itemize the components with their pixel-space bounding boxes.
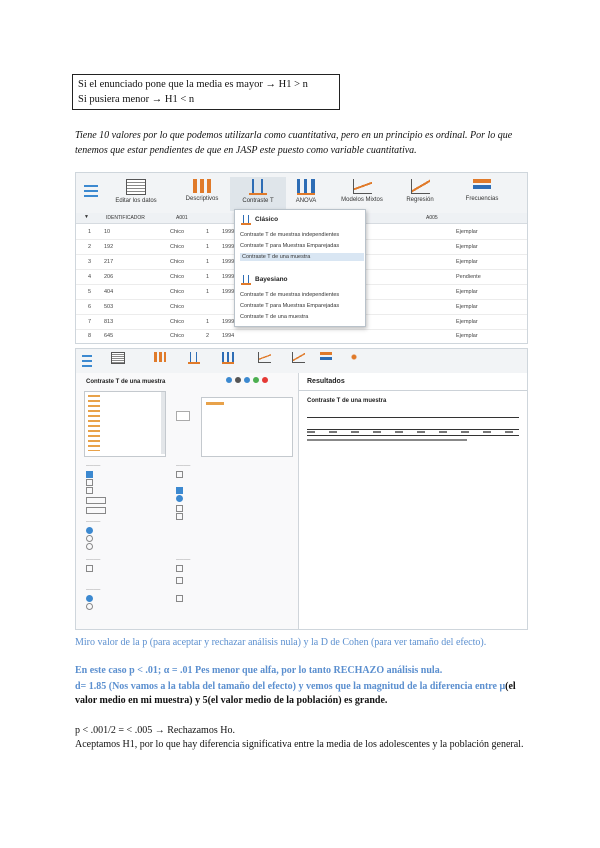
target-variable-icon bbox=[206, 402, 224, 405]
mixed-models-icon bbox=[353, 179, 372, 194]
option-additional-statistics: ———— bbox=[176, 463, 191, 467]
copy-icon[interactable] bbox=[235, 377, 241, 383]
column-a001[interactable]: A001 bbox=[176, 215, 188, 221]
toolbar-mixed-models[interactable]: Modelos Mixtos bbox=[334, 177, 390, 211]
option-greater[interactable] bbox=[86, 535, 95, 542]
regression-icon bbox=[411, 179, 430, 194]
option-qq-plot[interactable] bbox=[176, 577, 185, 584]
hypothesis-line-2: Si pusiera menor → H1 < n bbox=[78, 94, 195, 105]
t-test-icon bbox=[188, 352, 200, 364]
toolbar-factor[interactable] bbox=[340, 351, 368, 363]
menu-item-independent-samples[interactable]: Contraste T de muestras independientes bbox=[240, 232, 340, 238]
mixed-models-icon bbox=[258, 352, 271, 363]
results-table-top-rule bbox=[307, 417, 519, 418]
bar-chart-icon bbox=[193, 179, 211, 193]
target-variables-box[interactable] bbox=[201, 397, 293, 457]
column-a005[interactable]: A005 bbox=[426, 215, 438, 221]
results-table-bottom-rule bbox=[307, 435, 519, 436]
table-row[interactable]: 1 10 Chico 1 1999 Ejemplar bbox=[76, 225, 527, 240]
table-row[interactable]: 5 404 Chico 1 1999 Ejemplar bbox=[76, 285, 527, 300]
option-missing-values: ———— bbox=[86, 587, 101, 591]
option-test-value[interactable] bbox=[86, 497, 108, 504]
option-vovk-sellke[interactable] bbox=[176, 513, 185, 520]
jasp-screenshot-analysis-view bbox=[75, 348, 528, 630]
toolbar-frequencies[interactable] bbox=[312, 351, 340, 363]
option-alt-hypothesis: ———— bbox=[86, 519, 101, 523]
anova-icon bbox=[222, 352, 234, 364]
option-test: ———— bbox=[86, 463, 101, 467]
option-descriptives[interactable] bbox=[176, 505, 185, 512]
option-std-dev[interactable] bbox=[86, 507, 108, 514]
table-icon bbox=[126, 179, 146, 195]
reject-null-note: En este caso p < .01; α = .01 Pes menor que alfa, por lo tanto RECHAZO análisis nula. bbox=[75, 665, 443, 676]
option-effect-size[interactable] bbox=[176, 487, 185, 494]
column-identificador[interactable]: IDENTIFICADOR bbox=[106, 215, 145, 221]
classic-header: Clásico bbox=[255, 216, 279, 223]
filter-icon[interactable]: ▼ bbox=[84, 214, 89, 220]
classic-icon bbox=[241, 215, 251, 225]
toolbar-regression[interactable]: Regresión bbox=[392, 177, 448, 211]
menu-item-bayes-independent[interactable]: Contraste T de muestras independientes bbox=[240, 292, 340, 298]
table-row[interactable]: 3 217 Chico 1 1999 Ejemplar bbox=[76, 255, 527, 270]
results-table-row bbox=[307, 431, 519, 433]
frequencies-icon bbox=[320, 352, 332, 362]
analysis-panel-title: Contraste T de una muestra bbox=[86, 379, 166, 385]
t-test-icon bbox=[249, 179, 267, 195]
move-variable-arrow-button[interactable] bbox=[176, 411, 190, 421]
results-panel bbox=[299, 373, 527, 629]
results-table-header-rule bbox=[307, 429, 519, 430]
jasp-toolbar-compact bbox=[76, 349, 527, 374]
toolbar-descriptives[interactable] bbox=[146, 351, 174, 363]
frequencies-icon bbox=[473, 179, 491, 193]
menu-item-one-sample[interactable]: Contraste T de una muestra bbox=[240, 253, 364, 261]
option-confidence-interval[interactable] bbox=[176, 495, 185, 502]
table-row[interactable]: 7 813 Chico 1 1999 Ejemplar bbox=[76, 315, 527, 330]
results-title: Resultados bbox=[307, 378, 345, 385]
analysis-options-panel bbox=[76, 373, 299, 629]
hamburger-menu-icon[interactable] bbox=[84, 185, 98, 197]
effect-size-note-part1: d= 1.85 (Nos vamos a la tabla del tamaño del efecto) y vemos que la magnitud de la diferencia entre μ bbox=[75, 681, 506, 692]
table-row[interactable]: 2 192 Chico 1 1999 Ejemplar bbox=[76, 240, 527, 255]
duplicate-icon[interactable] bbox=[244, 377, 250, 383]
option-not-equal[interactable] bbox=[86, 527, 95, 534]
toolbar-frequencies[interactable]: Frecuencias bbox=[454, 177, 510, 211]
menu-item-paired-samples[interactable]: Contraste T para Muestras Emparejadas bbox=[240, 243, 340, 249]
toolbar-mixed-models[interactable] bbox=[250, 351, 278, 364]
option-exclude-analysis[interactable] bbox=[86, 595, 95, 602]
toolbar-anova[interactable]: ANOVA bbox=[278, 177, 334, 211]
table-icon bbox=[111, 352, 125, 364]
jasp-screenshot-data-view bbox=[75, 172, 528, 344]
info-icon[interactable] bbox=[226, 377, 232, 383]
option-raincloud[interactable] bbox=[176, 595, 185, 602]
table-row[interactable]: 4 206 Chico 1 1999 Pendiente bbox=[76, 270, 527, 285]
option-wilcoxon[interactable] bbox=[86, 479, 95, 486]
toolbar-edit-data[interactable]: Editar los datos bbox=[108, 177, 164, 211]
toolbar-edit-data[interactable] bbox=[104, 351, 132, 365]
option-less[interactable] bbox=[86, 543, 95, 550]
table-row[interactable]: 8 645 Chico 2 1994 Ejemplar bbox=[76, 329, 527, 344]
results-divider bbox=[299, 390, 527, 391]
menu-item-bayes-paired[interactable]: Contraste T para Muestras Emparejadas bbox=[240, 303, 340, 309]
effect-size-note bbox=[75, 680, 527, 708]
toolbar-anova[interactable] bbox=[214, 351, 242, 365]
conclusion-line-2: Aceptamos H1, por lo que hay diferencia significativa entre la media de los adolescentes y la población general. bbox=[75, 739, 524, 750]
option-location-estimate[interactable] bbox=[176, 471, 185, 478]
toolbar-t-test[interactable]: Contraste T bbox=[230, 177, 286, 211]
variable-items-icons bbox=[88, 395, 100, 451]
italic-paragraph: Tiene 10 valores por lo que podemos utilizarla como cuantitativa, pero en un principio es ordinal. Por lo que tenemos que estar pendientes de que en JASP este puesto como variable cuantitativa. bbox=[75, 130, 513, 156]
bayesian-icon bbox=[241, 275, 251, 285]
option-plots: ———— bbox=[86, 557, 101, 561]
option-student[interactable] bbox=[86, 471, 95, 478]
toolbar-t-test[interactable] bbox=[180, 351, 208, 365]
results-subtitle: Contraste T de una muestra bbox=[307, 398, 387, 404]
effect-size-note-part2: (el valor medio en mi muestra) y 5(el valor medio de la población) es grande. bbox=[75, 681, 516, 706]
close-icon[interactable] bbox=[262, 377, 268, 383]
hamburger-menu-icon[interactable] bbox=[82, 355, 92, 367]
option-assumption-checks: ———— bbox=[176, 557, 191, 561]
p-value-note: Miro valor de la p (para aceptar y rechazar análisis nula) y la D de Cohen (para ver tamaño del efecto). bbox=[75, 637, 487, 648]
edit-icon[interactable] bbox=[253, 377, 259, 383]
variable-list-scrollbar[interactable] bbox=[161, 392, 165, 454]
bayesian-header: Bayesiano bbox=[255, 276, 288, 283]
option-z-test[interactable] bbox=[86, 487, 95, 494]
table-row[interactable]: 6 503 Chico Ejemplar bbox=[76, 300, 527, 315]
hypothesis-box bbox=[72, 74, 340, 110]
conclusion-line-1: p < .001/2 = < .005 → Rechazamos Ho. bbox=[75, 725, 235, 736]
option-normality[interactable] bbox=[176, 565, 185, 572]
menu-item-bayes-one-sample[interactable]: Contraste T de una muestra bbox=[240, 314, 309, 320]
toolbar-regression[interactable] bbox=[284, 351, 312, 364]
regression-icon bbox=[292, 352, 305, 363]
hypothesis-line-1: Si el enunciado pone que la media es mayor → H1 > n bbox=[78, 79, 308, 90]
toolbar-descriptives[interactable]: Descriptivos bbox=[174, 177, 230, 211]
option-descriptive-plots[interactable] bbox=[86, 565, 95, 572]
factor-icon bbox=[348, 352, 360, 362]
option-exclude-listwise[interactable] bbox=[86, 603, 95, 610]
bar-chart-icon bbox=[154, 352, 166, 362]
variable-list[interactable] bbox=[84, 391, 166, 457]
results-table-note bbox=[307, 439, 467, 441]
t-test-dropdown-menu bbox=[234, 209, 366, 327]
jasp-toolbar bbox=[76, 173, 527, 214]
anova-icon bbox=[297, 179, 315, 195]
